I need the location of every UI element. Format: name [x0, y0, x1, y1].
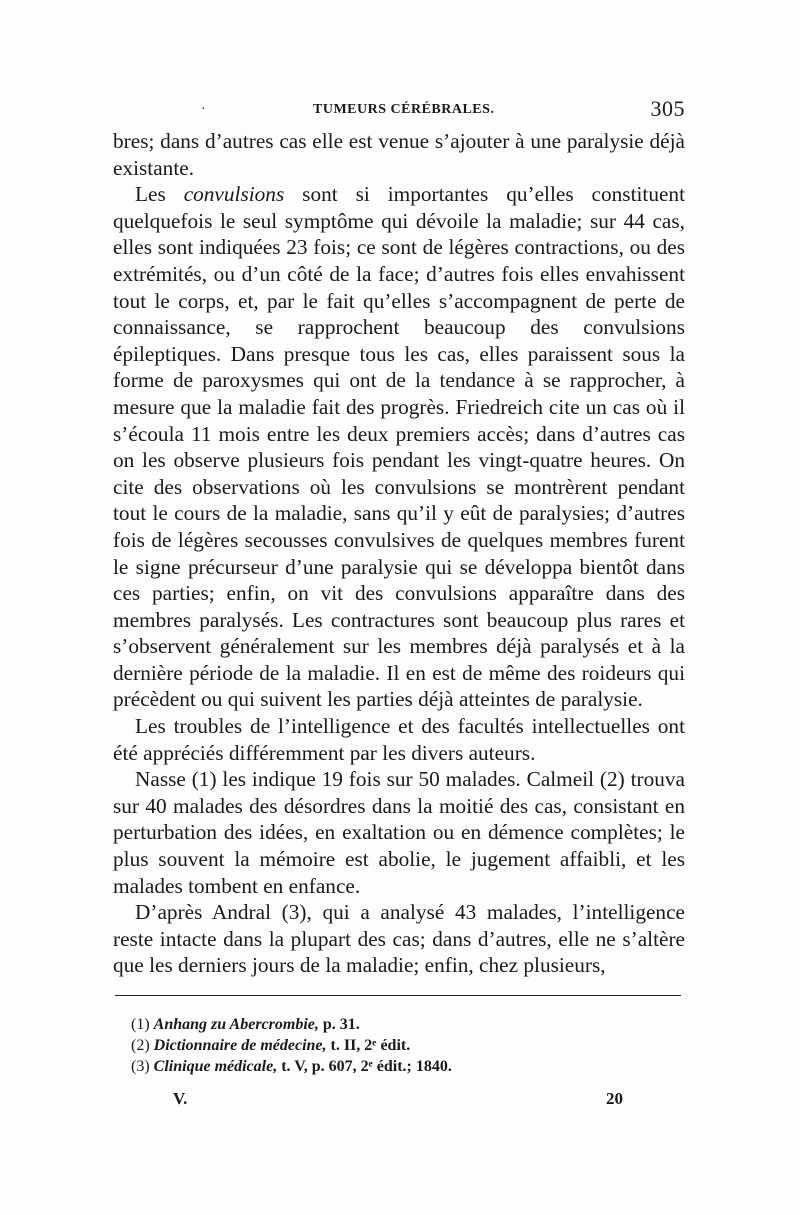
page-number: 305 — [650, 96, 685, 121]
footnote-rule — [115, 995, 681, 996]
paragraph — [113, 766, 685, 899]
paragraph — [113, 899, 685, 979]
footnote-work-title: Dictionnaire de médecine, — [153, 1037, 327, 1054]
body-text — [113, 128, 685, 979]
text-run: D’après Andral (3), qui a analysé 43 malades, l’intelligence reste intacte dans la plupart des cas; dans d’autres, elle ne s’altère que les derniers jours de la maladie; enfin, chez plusieurs, — [113, 900, 685, 978]
running-header — [113, 96, 685, 128]
header-dot: · — [201, 102, 207, 117]
footnote-reference: p. 31. — [318, 1016, 360, 1033]
text-run: bres; dans d’autres cas elle est venue s’ajouter à une paralysie déjà existante. — [113, 129, 685, 180]
text-run: Les — [135, 182, 184, 207]
footnote — [131, 1014, 685, 1035]
text-run: Nasse (1) les indique 19 fois sur 50 malades. Calmeil (2) trouva sur 40 malades des désordres dans la moitié des cas, consistant en perturbation des idées, en exaltation ou en démence complètes; le plus souvent la mémoire est abolie, le jugement affaibli, et les malades tombent en enfance. — [113, 767, 685, 898]
signature-mark: V. — [173, 1089, 188, 1108]
paragraph — [113, 128, 685, 181]
footnote-reference: t. V, p. 607, 2ᵉ édit.; 1840. — [277, 1058, 452, 1075]
sheet-number: 20 — [606, 1089, 623, 1108]
footnotes — [113, 1014, 685, 1077]
text-run: Les troubles de l’intelligence et des facultés intellectuelles ont été appréciés différemment par les divers auteurs. — [113, 714, 685, 765]
footnote-work-title: Clinique médicale, — [153, 1058, 278, 1075]
footnote-number: (3) — [131, 1058, 154, 1075]
footnote-number: (1) — [131, 1016, 154, 1033]
footnote-reference: t. II, 2ᵉ édit. — [326, 1037, 411, 1054]
book-page — [113, 96, 685, 1115]
footnote-number: (2) — [131, 1037, 154, 1054]
running-title: TUMEURS CÉRÉBRALES. — [313, 102, 495, 117]
footnote-work-title: Anhang zu Abercrombie, — [153, 1016, 319, 1033]
footnote — [131, 1035, 685, 1056]
italic-term: convulsions — [183, 182, 285, 207]
text-run: sont si importantes qu’elles constituent quelquefois le seul symptôme qui dévoile la maladie; sur 44 cas, elles sont indiquées 23 fois; ce sont de légères contractions, ou des extrémités, ou d’un côté de la face; d’autres fois elles envahissent tout le corps, et, par le fait qu’elles s’accompagnent de perte de connaissance, se rapprochent beaucoup des convulsions épileptiques. Dans presque tous les cas, elles paraissent sous la forme de paroxysmes qui ont de la tendance à se rapprocher, à mesure que la maladie fait des progrès. Friedreich cite un cas où il s’écoula 11 mois entre les deux premiers accès; dans d’autres cas on les observe plusieurs fois pendant les vingt-quatre heures. On cite des observations où les convulsions se montrèrent pendant tout le cours de la maladie, sans qu’il y eût de paralysies; d’autres fois de légères secousses convulsives de quelques membres furent le signe précurseur d’une paralysie qui se développa bientôt dans ces parties; enfin, on vit des convulsions apparaître dans des membres paralysés. Les contractures sont beaucoup plus rares et s’observent généralement sur les membres déjà paralysés et à la dernière période de la maladie. Il en est de même des roideurs qui précèdent ou qui suivent les parties déjà atteintes de paralysie. — [113, 182, 686, 712]
paragraph — [113, 713, 685, 766]
paragraph — [113, 181, 685, 713]
footnote — [131, 1056, 685, 1077]
page-footer — [113, 1085, 685, 1115]
